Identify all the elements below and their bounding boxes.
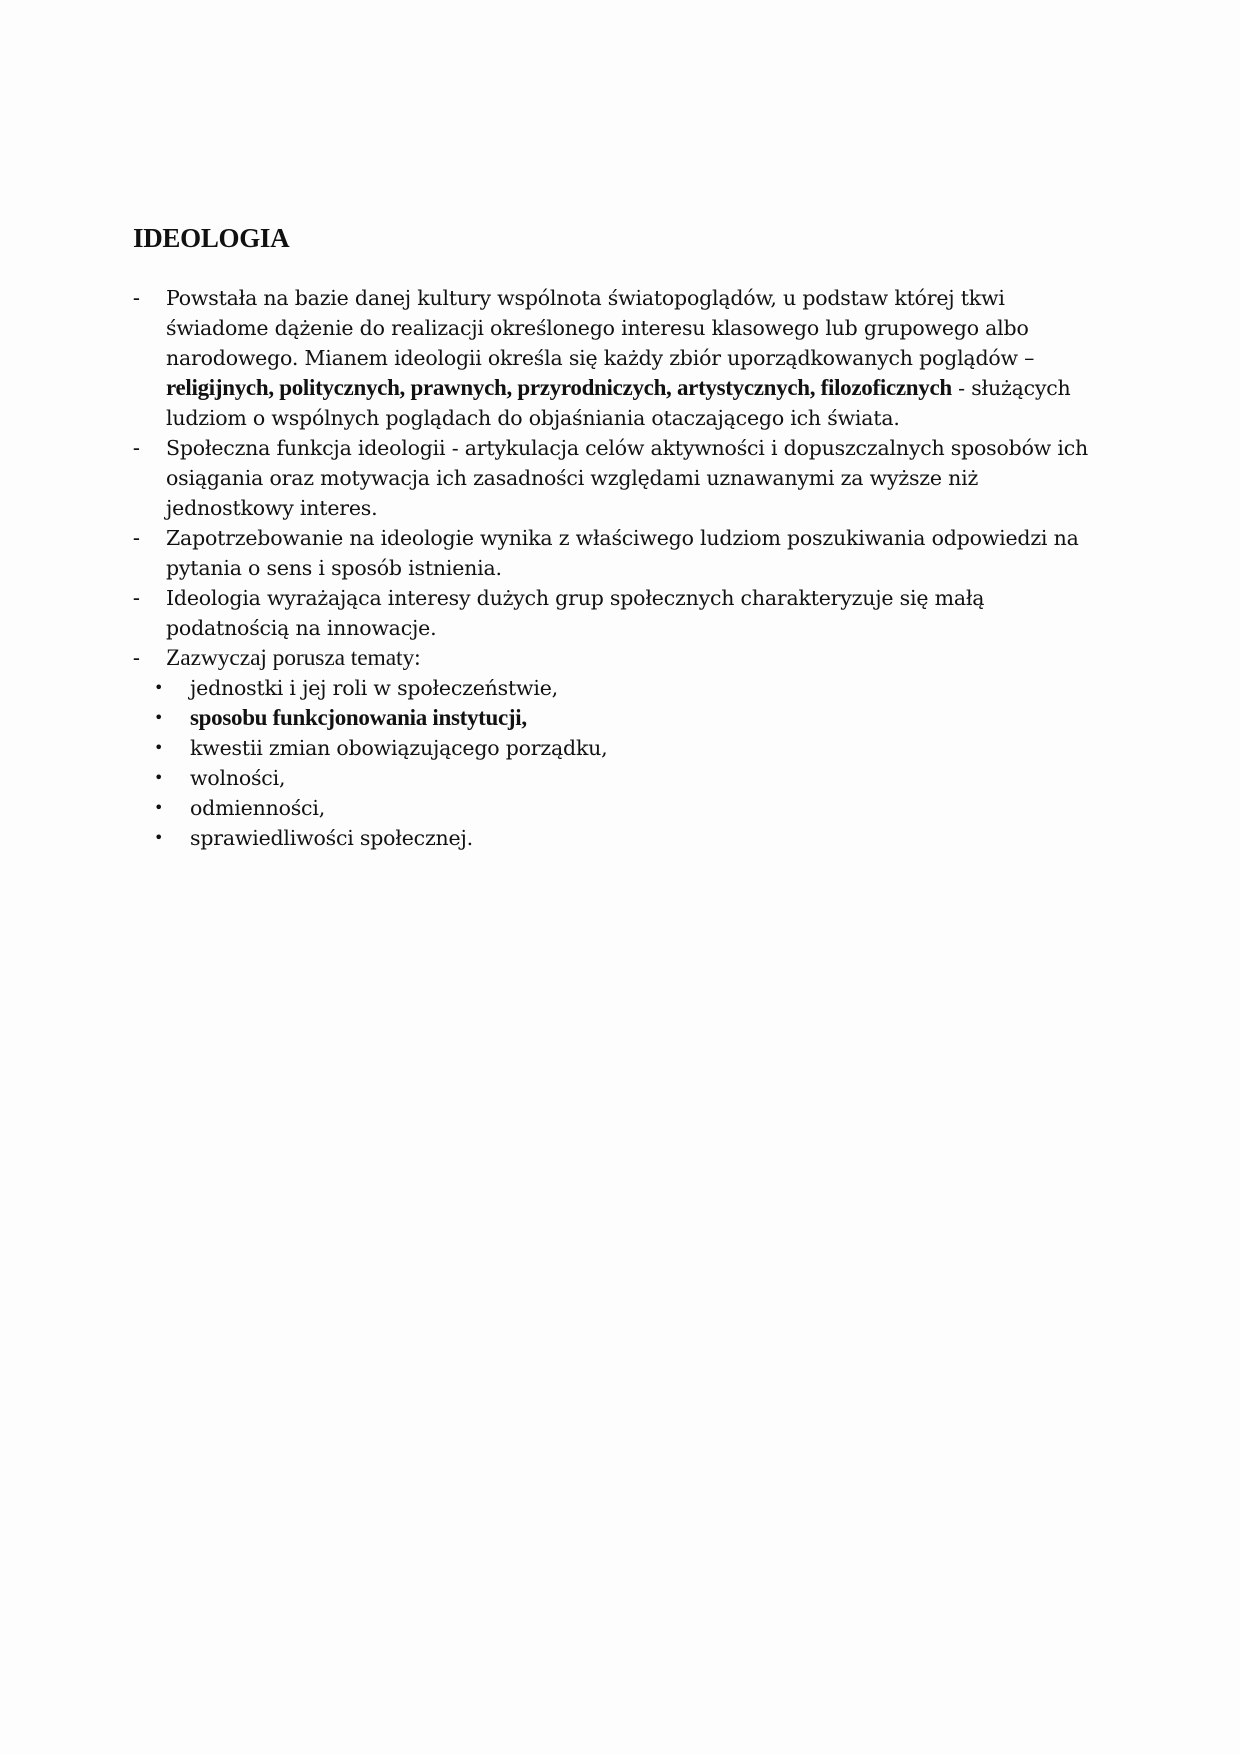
bullet-icon: • <box>154 798 164 817</box>
bullet-icon: • <box>154 678 164 697</box>
point-text: Powstała na bazie danej kultury wspólnota światopoglądów, u podstaw której tkwi świadome dążenie do realizacji określonego interesu klasowego lub grupowego albo narodowego. Mianem ideologii określa się każdy zbiór uporządkowanych poglądów – <box>166 286 1035 370</box>
topic-item <box>133 733 1093 763</box>
point-text: Społeczna funkcja ideologii - artykulacja celów aktywności i dopuszczalnych sposobów ich osiągania oraz motywacja ich zasadności względami uznawanymi za wyższe niż jednostkowy interes. <box>166 436 1089 520</box>
dash-marker-icon: - <box>133 647 140 669</box>
topics-list <box>154 673 1093 853</box>
topic-item <box>133 703 1093 733</box>
bullet-icon: • <box>154 768 164 787</box>
bullet-icon: • <box>154 828 164 847</box>
bullet-icon: • <box>154 708 164 727</box>
dash-marker-icon: - <box>133 527 140 549</box>
topic-text: sposobu funkcjonowania instytucji, <box>190 705 527 730</box>
topic-text: jednostki i jej roli w społeczeństwie, <box>190 676 558 700</box>
point-text-bold: religijnych, politycznych, prawnych, przyrodniczych, artystycznych, filozoficznych <box>166 375 952 400</box>
topic-item <box>133 793 1093 823</box>
point-text: Ideologia wyrażająca interesy dużych grup społecznych charakteryzuje się małą podatnością na innowacje. <box>166 586 985 640</box>
point-text: - służących ludziom o wspólnych poglądach do objaśniania otaczającego ich świata. <box>166 376 1071 430</box>
topic-item <box>133 673 1093 703</box>
dash-marker-icon: - <box>133 437 140 459</box>
bullet-icon: • <box>154 738 164 757</box>
dash-marker-icon: - <box>133 587 140 609</box>
topic-item <box>133 823 1093 853</box>
topic-text: odmienności, <box>190 796 326 820</box>
list-item <box>133 643 1093 853</box>
topic-text: kwestii zmian obowiązującego porządku, <box>190 736 608 760</box>
dash-marker-icon: - <box>133 287 140 309</box>
list-item <box>133 433 1093 523</box>
topic-item <box>133 763 1093 793</box>
topic-text: sprawiedliwości społecznej. <box>190 826 473 850</box>
list-item <box>133 583 1093 643</box>
topic-text: wolności, <box>190 766 286 790</box>
list-item <box>133 523 1093 583</box>
list-item <box>133 283 1093 433</box>
point-text: Zapotrzebowanie na ideologie wynika z właściwego ludziom poszukiwania odpowiedzi na pytania o sens i sposób istnienia. <box>166 526 1079 580</box>
topics-intro: Zazwyczaj porusza tematy: <box>166 645 421 671</box>
main-point-list <box>133 283 1093 853</box>
page-title: IDEOLOGIA <box>133 223 290 253</box>
